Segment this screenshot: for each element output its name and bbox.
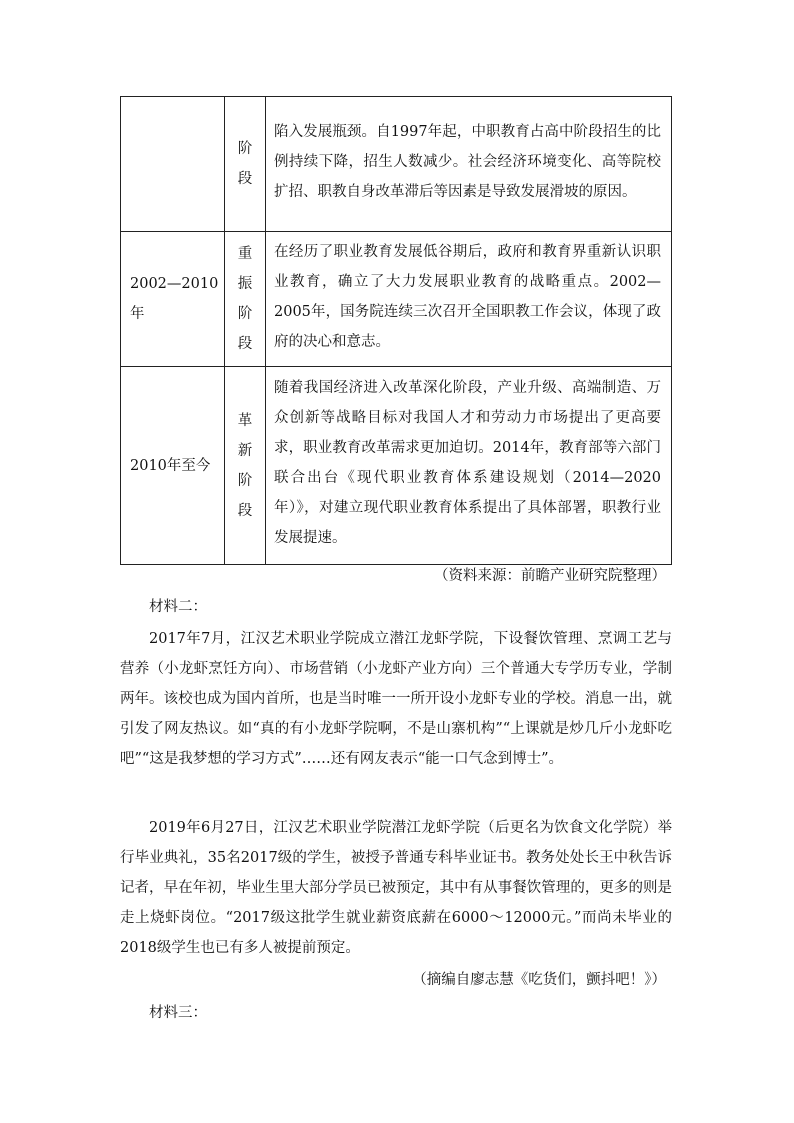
stage-cell (225, 232, 266, 367)
stage-char: 新 (237, 442, 253, 459)
stage-char: 段 (237, 336, 253, 352)
stage-char: 阶 (237, 472, 253, 489)
period-cell (121, 97, 225, 232)
stage-char: 阶 (237, 141, 253, 157)
description-cell: 陷入发展瓶颈。自1997年起，中职教育占高中阶段招生的比例持续下降，招生人数减少。社会经济环境变化、高等院校扩招、职教自身改革滞后等因素是导致发展滑坡的原因。 (266, 97, 672, 232)
table-row (121, 367, 672, 565)
stage-char: 革 (237, 412, 253, 429)
stage-char: 段 (237, 502, 253, 519)
description-cell: 随着我国经济进入改革深化阶段，产业升级、高端制造、万众创新等战略目标对我国人才和劳动力市场提出了更高要求，职业教育改革需求更加迫切。2014年，教育部等六部门联合出台《现代职业教育体系建设规划（2014—2020年）》，对建立现代职业教育体系提出了具体部署，职教行业发展提速。 (266, 367, 672, 565)
stage-char: 阶 (237, 306, 253, 322)
material-two-paragraph-2: 2019年6月27日，江汉艺术职业学院潜江龙虾学院（后更名为饮食文化学院）举行毕业典礼，35名2017级的学生，被授予普通专科毕业证书。教务处处长王中秋告诉记者，早在年初，毕业生里大部分学员已被预定，其中有从事餐饮管理的，更多的则是走上烧虾岗位。“2017级这批学生就业薪资底薪在6000～12000元。”而尚未毕业的2018级学生也已有多人被提前预定。 (120, 820, 672, 956)
table-row (121, 232, 672, 367)
description-cell: 在经历了职业教育发展低谷期后，政府和教育界重新认识职业教育，确立了大力发展职业教育的战略重点。2002—2005年，国务院连续三次召开全国职教工作会议，体现了政府的决心和意志。 (266, 232, 672, 367)
stage-char: 振 (237, 276, 253, 292)
stage-cell (225, 97, 266, 232)
stage-cell (225, 367, 266, 565)
stage-char: 段 (237, 171, 253, 187)
stage-char: 重 (237, 246, 253, 262)
period-cell: 2002—2010年 (121, 232, 225, 367)
table-row (121, 97, 672, 232)
period-cell: 2010年至今 (121, 367, 225, 565)
material-two-paragraph-1: 2017年7月，江汉艺术职业学院成立潜江龙虾学院，下设餐饮管理、烹调工艺与营养（小龙虾烹饪方向）、市场营销（小龙虾产业方向）三个普通大专学历专业，学制两年。该校也成为国内首所，也是当时唯一一所开设小龙虾专业的学校。消息一出，就引发了网友热议。如“真的有小龙虾学院啊，不是山寨机构”“上课就是炒几斤小龙虾吃吧”“这是我梦想的学习方式”……还有网友表示“能一口气念到博士”。 (120, 631, 672, 767)
material-two-source: （摘编自廖志慧《吃货们，颤抖吧！》） (412, 972, 666, 988)
material-two-heading: 材料二： (149, 599, 207, 615)
vocational-education-stages-table (120, 96, 672, 565)
table-source-note: （资料来源：前瞻产业研究院整理） (434, 568, 666, 584)
material-three-heading: 材料三： (149, 1005, 207, 1021)
